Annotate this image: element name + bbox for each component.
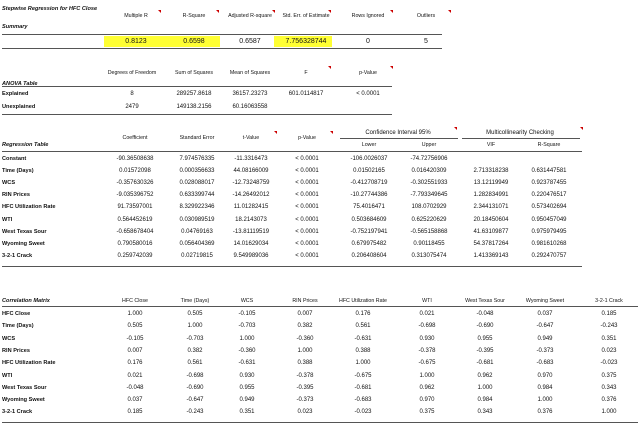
table-rule: [462, 138, 580, 139]
multicollinearity-group-label: Multicollinearity Checking: [486, 130, 554, 136]
regression-cell[interactable]: 11.01282415: [233, 204, 269, 211]
regression-cell[interactable]: < 0.0001: [295, 192, 319, 199]
regression-row-label: HFC Utilization Rate: [2, 204, 56, 211]
anova-header: Degrees of Freedom: [107, 70, 157, 76]
correlation-cell[interactable]: 0.343: [601, 384, 617, 391]
regression-cell[interactable]: -9.035396752: [116, 192, 154, 199]
correlation-cell[interactable]: 0.955: [239, 384, 255, 391]
correlation-cell[interactable]: 0.955: [477, 335, 493, 342]
regression-cell[interactable]: 0.631447581: [531, 168, 567, 175]
regression-cell[interactable]: < 0.0001: [295, 252, 319, 259]
regression-cell[interactable]: 0.206408604: [351, 252, 387, 259]
correlation-cell[interactable]: 0.021: [127, 372, 143, 379]
regression-cell[interactable]: 0.633399744: [179, 192, 215, 199]
correlation-cell[interactable]: -0.373: [296, 397, 314, 404]
correlation-cell[interactable]: -0.647: [186, 397, 204, 404]
table-rule: [2, 306, 638, 307]
correlation-cell[interactable]: -0.395: [476, 347, 494, 354]
correlation-row-label: WTI: [2, 372, 13, 379]
correlation-cell[interactable]: -0.675: [418, 360, 436, 367]
correlation-cell[interactable]: 0.949: [239, 397, 255, 404]
correlation-cell[interactable]: 1.000: [127, 311, 143, 317]
correlation-row-label: RIN Prices: [2, 347, 30, 354]
correlation-cell[interactable]: -0.360: [238, 347, 256, 354]
anova-header: p-Value: [359, 70, 377, 76]
correlation-cell[interactable]: -0.243: [186, 409, 204, 416]
correlation-row-label: 3-2-1 Crack: [2, 409, 33, 416]
anova-row-label: Unexplained: [2, 104, 36, 110]
correlation-title: Correlation Matrix: [2, 298, 50, 304]
regression-header: t-Value: [242, 135, 260, 141]
regression-cell[interactable]: -12.73248759: [232, 180, 270, 187]
regression-row-label: Time (Days): [2, 168, 34, 175]
correlation-cell[interactable]: 1.000: [537, 397, 553, 404]
regression-cell[interactable]: -0.658678404: [116, 228, 154, 235]
anova-cell[interactable]: < 0.0001: [356, 91, 380, 97]
summary-value[interactable]: 0.8123: [125, 38, 147, 45]
regression-cell[interactable]: 0.625220629: [411, 216, 447, 223]
regression-cell[interactable]: 108.0702929: [411, 204, 447, 211]
correlation-cell[interactable]: -0.690: [476, 323, 494, 330]
summary-value[interactable]: 5: [424, 38, 428, 45]
regression-cell[interactable]: 54.37817264: [473, 240, 509, 247]
regression-cell[interactable]: 41.63109877: [473, 228, 509, 235]
correlation-cell[interactable]: 0.021: [419, 311, 435, 317]
correlation-row-label: WCS: [2, 335, 16, 342]
regression-cell[interactable]: 0.503684609: [351, 216, 387, 223]
regression-header: R-Square: [537, 142, 561, 148]
comment-marker-icon: [330, 131, 333, 134]
regression-cell[interactable]: 0.01502165: [353, 168, 385, 175]
regression-cell[interactable]: 14.01629034: [233, 240, 269, 247]
correlation-cell[interactable]: 0.185: [127, 409, 143, 416]
correlation-header: WCS: [240, 298, 254, 304]
regression-cell[interactable]: 0.975979495: [531, 228, 567, 235]
correlation-cell[interactable]: 1.000: [355, 360, 371, 367]
regression-cell[interactable]: 13.12119949: [473, 180, 509, 187]
correlation-cell[interactable]: -0.105: [238, 311, 256, 317]
correlation-cell[interactable]: -0.360: [296, 335, 314, 342]
correlation-cell[interactable]: -0.023: [600, 360, 618, 367]
regression-cell[interactable]: -13.81119519: [232, 228, 270, 235]
regression-cell[interactable]: 0.292470757: [531, 252, 567, 259]
correlation-cell[interactable]: -0.690: [186, 384, 204, 391]
regression-cell[interactable]: 0.030989519: [179, 216, 215, 223]
anova-row-label: Explained: [2, 91, 29, 97]
correlation-cell[interactable]: -0.243: [600, 323, 618, 330]
correlation-row-label: Time (Days): [2, 323, 34, 330]
summary-header: Outliers: [416, 13, 436, 19]
correlation-cell[interactable]: 0.185: [601, 311, 617, 317]
summary-header: Std. Err. of Estimate: [282, 13, 330, 19]
correlation-cell[interactable]: 0.505: [127, 323, 143, 330]
correlation-cell[interactable]: 0.962: [477, 372, 493, 379]
correlation-cell[interactable]: -0.698: [186, 372, 204, 379]
regression-cell[interactable]: 0.220476517: [531, 192, 567, 199]
correlation-cell[interactable]: 0.984: [537, 384, 553, 391]
regression-cell[interactable]: 0.056404369: [179, 240, 215, 247]
correlation-cell[interactable]: 0.388: [297, 360, 313, 367]
correlation-cell[interactable]: -0.703: [186, 335, 204, 342]
regression-cell[interactable]: 0.028088017: [179, 180, 215, 187]
regression-cell[interactable]: 0.790580016: [117, 240, 153, 247]
correlation-cell[interactable]: 0.037: [127, 397, 143, 404]
regression-row-label: RIN Prices: [2, 192, 30, 199]
regression-cell[interactable]: < 0.0001: [295, 156, 319, 162]
correlation-cell[interactable]: 1.000: [419, 372, 435, 379]
regression-cell[interactable]: -90.36508638: [116, 156, 154, 162]
regression-cell[interactable]: 7.974576335: [179, 156, 215, 162]
regression-cell[interactable]: -7.793349645: [410, 192, 448, 199]
correlation-cell[interactable]: -0.105: [126, 335, 144, 342]
regression-cell[interactable]: 9.549989036: [233, 252, 269, 259]
summary-header: Multiple R: [124, 13, 148, 19]
correlation-cell[interactable]: 0.343: [477, 409, 493, 416]
correlation-cell[interactable]: -0.683: [536, 360, 554, 367]
regression-cell[interactable]: < 0.0001: [295, 204, 319, 211]
regression-cell[interactable]: -0.357630326: [116, 180, 154, 187]
summary-header: Adjusted R-square: [228, 13, 272, 19]
correlation-cell[interactable]: -0.647: [536, 323, 554, 330]
regression-cell[interactable]: 18.2143073: [235, 216, 267, 223]
correlation-cell[interactable]: 0.949: [537, 335, 553, 342]
correlation-cell[interactable]: 0.382: [297, 323, 313, 330]
regression-cell[interactable]: < 0.0001: [295, 228, 319, 235]
anova-header: F: [304, 70, 308, 76]
summary-value[interactable]: 0.6598: [183, 38, 205, 45]
correlation-row-label: HFC Utilization Rate: [2, 360, 56, 367]
correlation-cell[interactable]: 0.376: [537, 409, 553, 416]
correlation-cell[interactable]: 0.375: [419, 409, 435, 416]
correlation-header: Time (Days): [180, 298, 210, 304]
summary-value[interactable]: 0.6587: [239, 38, 261, 45]
regression-cell[interactable]: 0.313075474: [411, 252, 447, 259]
anova-cell[interactable]: 601.0114817: [288, 91, 324, 97]
comment-marker-icon: [454, 127, 457, 130]
correlation-cell[interactable]: 0.561: [355, 323, 371, 330]
correlation-cell[interactable]: -0.683: [354, 397, 372, 404]
regression-cell[interactable]: 0.259742039: [117, 252, 153, 259]
correlation-cell[interactable]: 1.000: [601, 409, 617, 416]
regression-cell[interactable]: 1.282834991: [473, 192, 509, 199]
correlation-cell[interactable]: -0.681: [354, 384, 372, 391]
correlation-cell[interactable]: 0.007: [297, 311, 313, 317]
anova-cell[interactable]: 289257.8618: [176, 91, 212, 97]
regression-header: Lower: [361, 142, 377, 148]
correlation-cell[interactable]: 1.000: [297, 347, 313, 354]
correlation-cell[interactable]: -0.631: [354, 335, 372, 342]
correlation-cell[interactable]: 0.023: [297, 409, 313, 416]
regression-cell[interactable]: < 0.0001: [295, 240, 319, 247]
correlation-cell[interactable]: 0.962: [419, 384, 435, 391]
summary-subtitle: Summary: [2, 24, 28, 30]
regression-row-label: Wyoming Sweet: [2, 240, 45, 247]
regression-cell[interactable]: 2.713318238: [473, 168, 509, 175]
correlation-cell[interactable]: -0.048: [126, 384, 144, 391]
correlation-cell[interactable]: -0.681: [476, 360, 494, 367]
table-rule: [2, 151, 582, 152]
regression-row-label: West Texas Sour: [2, 228, 47, 235]
anova-cell[interactable]: 8: [130, 91, 134, 97]
summary-title: Stepwise Regression for HFC Close: [2, 6, 98, 12]
regression-cell[interactable]: 0.950457049: [531, 216, 567, 223]
table-rule: [2, 48, 442, 49]
correlation-cell[interactable]: 0.351: [601, 335, 617, 342]
correlation-cell[interactable]: -0.698: [418, 323, 436, 330]
comment-marker-icon: [390, 66, 393, 69]
regression-cell[interactable]: 20.18450604: [473, 216, 509, 223]
regression-cell[interactable]: 0.564452619: [117, 216, 153, 223]
anova-title: ANOVA Table: [2, 81, 38, 87]
regression-cell[interactable]: 0.679975482: [351, 240, 387, 247]
correlation-cell[interactable]: -0.378: [418, 347, 436, 354]
regression-cell[interactable]: 8.329922346: [179, 204, 215, 211]
correlation-header: WTI: [422, 298, 432, 304]
regression-cell[interactable]: 0.981610268: [531, 240, 567, 247]
regression-cell[interactable]: 44.08166009: [233, 168, 269, 175]
comment-marker-icon: [328, 66, 331, 69]
ci-group-label: Confidence Interval 95%: [365, 130, 431, 136]
correlation-cell[interactable]: 0.375: [601, 372, 617, 379]
regression-cell[interactable]: 0.923787455: [531, 180, 567, 187]
regression-cell[interactable]: 0.04769163: [181, 228, 213, 235]
correlation-header: RIN Prices: [292, 298, 318, 304]
regression-cell[interactable]: < 0.0001: [295, 216, 319, 223]
anova-cell[interactable]: 60.16063558: [232, 104, 268, 110]
summary-value[interactable]: 7.756328744: [285, 38, 327, 45]
correlation-header: 3-2-1 Crack: [595, 298, 623, 304]
comment-marker-icon: [328, 10, 331, 13]
regression-cell[interactable]: < 0.0001: [295, 180, 319, 187]
correlation-cell[interactable]: 1.000: [187, 323, 203, 330]
regression-header: Standard Error: [179, 135, 215, 141]
regression-header: p-Value: [298, 135, 316, 141]
anova-header: Sum of Squares: [175, 70, 213, 76]
correlation-cell[interactable]: 1.000: [477, 384, 493, 391]
correlation-cell[interactable]: 0.037: [537, 311, 553, 317]
correlation-cell[interactable]: 0.007: [127, 347, 143, 354]
comment-marker-icon: [448, 10, 451, 13]
correlation-cell[interactable]: 0.376: [601, 397, 617, 404]
anova-cell[interactable]: 149138.2156: [176, 104, 212, 110]
correlation-row-label: West Texas Sour: [2, 384, 47, 391]
regression-cell[interactable]: 0.90118455: [413, 240, 445, 247]
regression-title: Regression Table: [2, 142, 49, 148]
table-rule: [2, 266, 582, 267]
regression-row-label: 3-2-1 Crack: [2, 252, 33, 259]
regression-cell[interactable]: 2.344131071: [473, 204, 509, 211]
regression-cell[interactable]: -0.412708719: [350, 180, 388, 187]
comment-marker-icon: [158, 10, 161, 13]
correlation-cell[interactable]: 1.000: [239, 335, 255, 342]
regression-header: Coefficient: [122, 135, 148, 141]
comment-marker-icon: [390, 10, 393, 13]
regression-cell[interactable]: 1.413369143: [473, 252, 509, 259]
regression-cell[interactable]: -106.0026037: [350, 156, 388, 162]
regression-cell[interactable]: 0.016420309: [411, 168, 447, 175]
correlation-cell[interactable]: 0.970: [537, 372, 553, 379]
correlation-cell[interactable]: -0.675: [354, 372, 372, 379]
regression-row-label: Constant: [2, 156, 27, 162]
correlation-cell[interactable]: 0.382: [187, 347, 203, 354]
correlation-cell[interactable]: -0.378: [296, 372, 314, 379]
correlation-cell[interactable]: -0.048: [476, 311, 494, 317]
correlation-cell[interactable]: 0.930: [239, 372, 255, 379]
correlation-cell[interactable]: 0.176: [127, 360, 143, 367]
table-rule: [2, 422, 638, 423]
correlation-header: West Texas Sour: [465, 298, 505, 304]
anova-cell[interactable]: 2479: [125, 104, 139, 110]
correlation-header: HFC Close: [122, 298, 148, 304]
anova-header: Mean of Squares: [229, 70, 271, 76]
regression-header: Upper: [421, 142, 437, 148]
regression-cell[interactable]: -10.27744386: [350, 192, 388, 199]
table-rule: [2, 34, 442, 35]
correlation-cell[interactable]: 0.023: [601, 347, 617, 354]
correlation-cell[interactable]: 0.505: [187, 311, 203, 317]
regression-row-label: WCS: [2, 180, 16, 187]
correlation-cell[interactable]: 0.351: [239, 409, 255, 416]
summary-header: Rows Ignored: [351, 13, 385, 19]
comment-marker-icon: [272, 10, 275, 13]
summary-header: R-Square: [182, 13, 206, 19]
regression-cell[interactable]: -14.26492012: [232, 192, 270, 199]
summary-value[interactable]: 0: [366, 38, 370, 45]
regression-cell[interactable]: -11.3316473: [234, 156, 268, 162]
regression-cell[interactable]: -74.72756906: [410, 156, 448, 162]
regression-cell[interactable]: < 0.0001: [295, 168, 319, 175]
correlation-cell[interactable]: 0.970: [419, 397, 435, 404]
comment-marker-icon: [580, 127, 583, 130]
regression-row-label: WTI: [2, 216, 13, 223]
anova-cell[interactable]: 36157.23273: [232, 91, 268, 97]
correlation-row-label: Wyoming Sweet: [2, 397, 45, 404]
correlation-cell[interactable]: 0.984: [477, 397, 493, 404]
correlation-cell[interactable]: 0.388: [355, 347, 371, 354]
correlation-header: Wyoming Sweet: [525, 298, 565, 304]
regression-cell[interactable]: 75.4016471: [353, 204, 385, 211]
regression-cell[interactable]: -0.565158868: [410, 228, 448, 235]
correlation-cell[interactable]: -0.395: [296, 384, 314, 391]
correlation-cell[interactable]: -0.703: [238, 323, 256, 330]
correlation-cell[interactable]: 0.561: [187, 360, 203, 367]
table-rule: [2, 114, 392, 115]
correlation-row-label: HFC Close: [2, 311, 31, 317]
comment-marker-icon: [216, 10, 219, 13]
correlation-cell[interactable]: 0.176: [355, 311, 371, 317]
table-rule: [340, 138, 458, 139]
regression-cell[interactable]: -0.752197941: [350, 228, 388, 235]
correlation-cell[interactable]: -0.373: [536, 347, 554, 354]
regression-cell[interactable]: 0.02719815: [181, 252, 213, 259]
correlation-cell[interactable]: -0.023: [354, 409, 372, 416]
correlation-cell[interactable]: 0.930: [419, 335, 435, 342]
regression-cell[interactable]: 0.000356633: [179, 168, 215, 175]
regression-header: VIF: [486, 142, 496, 148]
regression-cell[interactable]: 0.573402694: [531, 204, 567, 211]
table-rule: [2, 86, 392, 87]
regression-cell[interactable]: 0.01572098: [119, 168, 151, 175]
correlation-cell[interactable]: -0.631: [238, 360, 256, 367]
comment-marker-icon: [274, 131, 277, 134]
regression-cell[interactable]: 91.73597001: [117, 204, 153, 211]
correlation-header: HFC Utilization Rate: [339, 298, 387, 304]
regression-cell[interactable]: -0.302551933: [410, 180, 448, 187]
